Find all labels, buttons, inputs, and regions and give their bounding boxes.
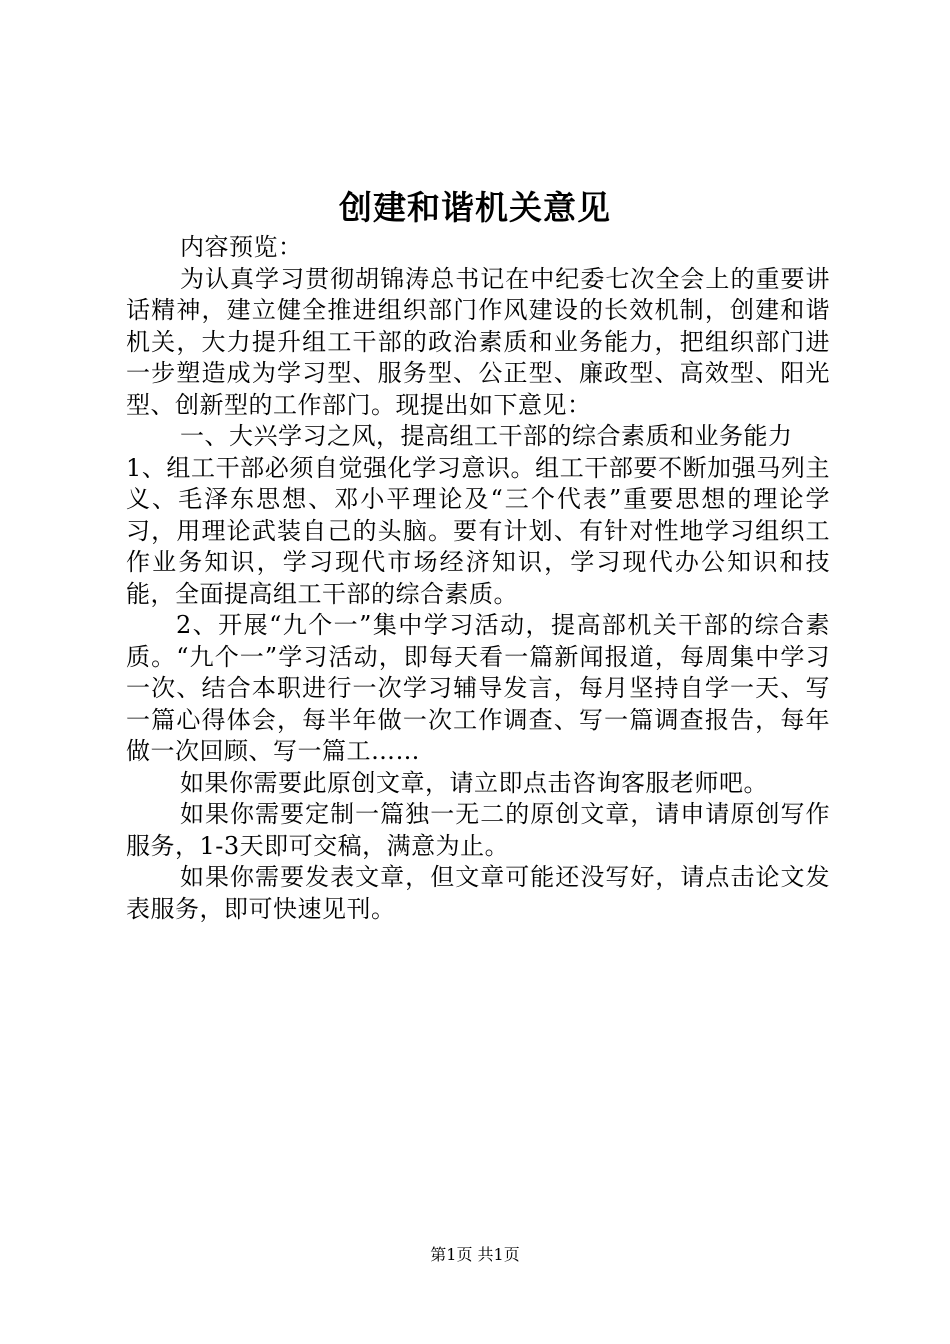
consult-link-text[interactable]: 如果你需要此原创文章，请立即点击咨询客服老师吧。 — [180, 768, 768, 797]
item-paragraph-2: 2、开展“九个一”集中学习活动，提高部机关干部的综合素质。“九个一”学习活动，即每天看一篇新闻报道，每周集中学习一次、结合本职进行一次学习辅导发言，每月坚持自学一天、写一篇心得体会，每半年做一次工作调查、写一篇调查报告，每年做一次回顾、写一篇工…… — [126, 611, 830, 765]
custom-writing-link-text[interactable]: 如果你需要定制一篇独一无二的原创文章，请申请原创写作服务，1-3天即可交稿，满意为止。 — [126, 800, 830, 860]
publish-service-link-text[interactable]: 如果你需要发表文章，但文章可能还没写好，请点击论文发表服务，即可快速见刊。 — [126, 863, 830, 923]
preview-label: 内容预览： — [180, 233, 303, 261]
section-heading-1: 一、大兴学习之风，提高组工干部的综合素质和业务能力 — [180, 422, 793, 450]
page-number: 第1页 共1页 — [430, 1245, 520, 1264]
intro-paragraph: 为认真学习贯彻胡锦涛总书记在中纪委七次全会上的重要讲话精神，建立健全推进组织部门作风建设的长效机制，创建和谐机关，大力提升组工干部的政治素质和业务能力，把组织部门进一步塑造成为学习型、服务型、公正型、廉政型、高效型、阳光型、创新型的工作部门。现提出如下意见： — [126, 264, 830, 419]
item-paragraph-1: 1、组工干部必须自觉强化学习意识。组工干部要不断加强马列主义、毛泽东思想、邓小平理论及“三个代表”重要思想的理论学习，用理论武装自己的头脑。要有计划、有针对性地学习组织工作业务知识，学习现代市场经济知识，学习现代办公知识和技能，全面提高组工干部的综合素质。 — [126, 453, 830, 608]
document-body — [126, 232, 830, 925]
document-title: 创建和谐机关意见 — [339, 188, 611, 227]
